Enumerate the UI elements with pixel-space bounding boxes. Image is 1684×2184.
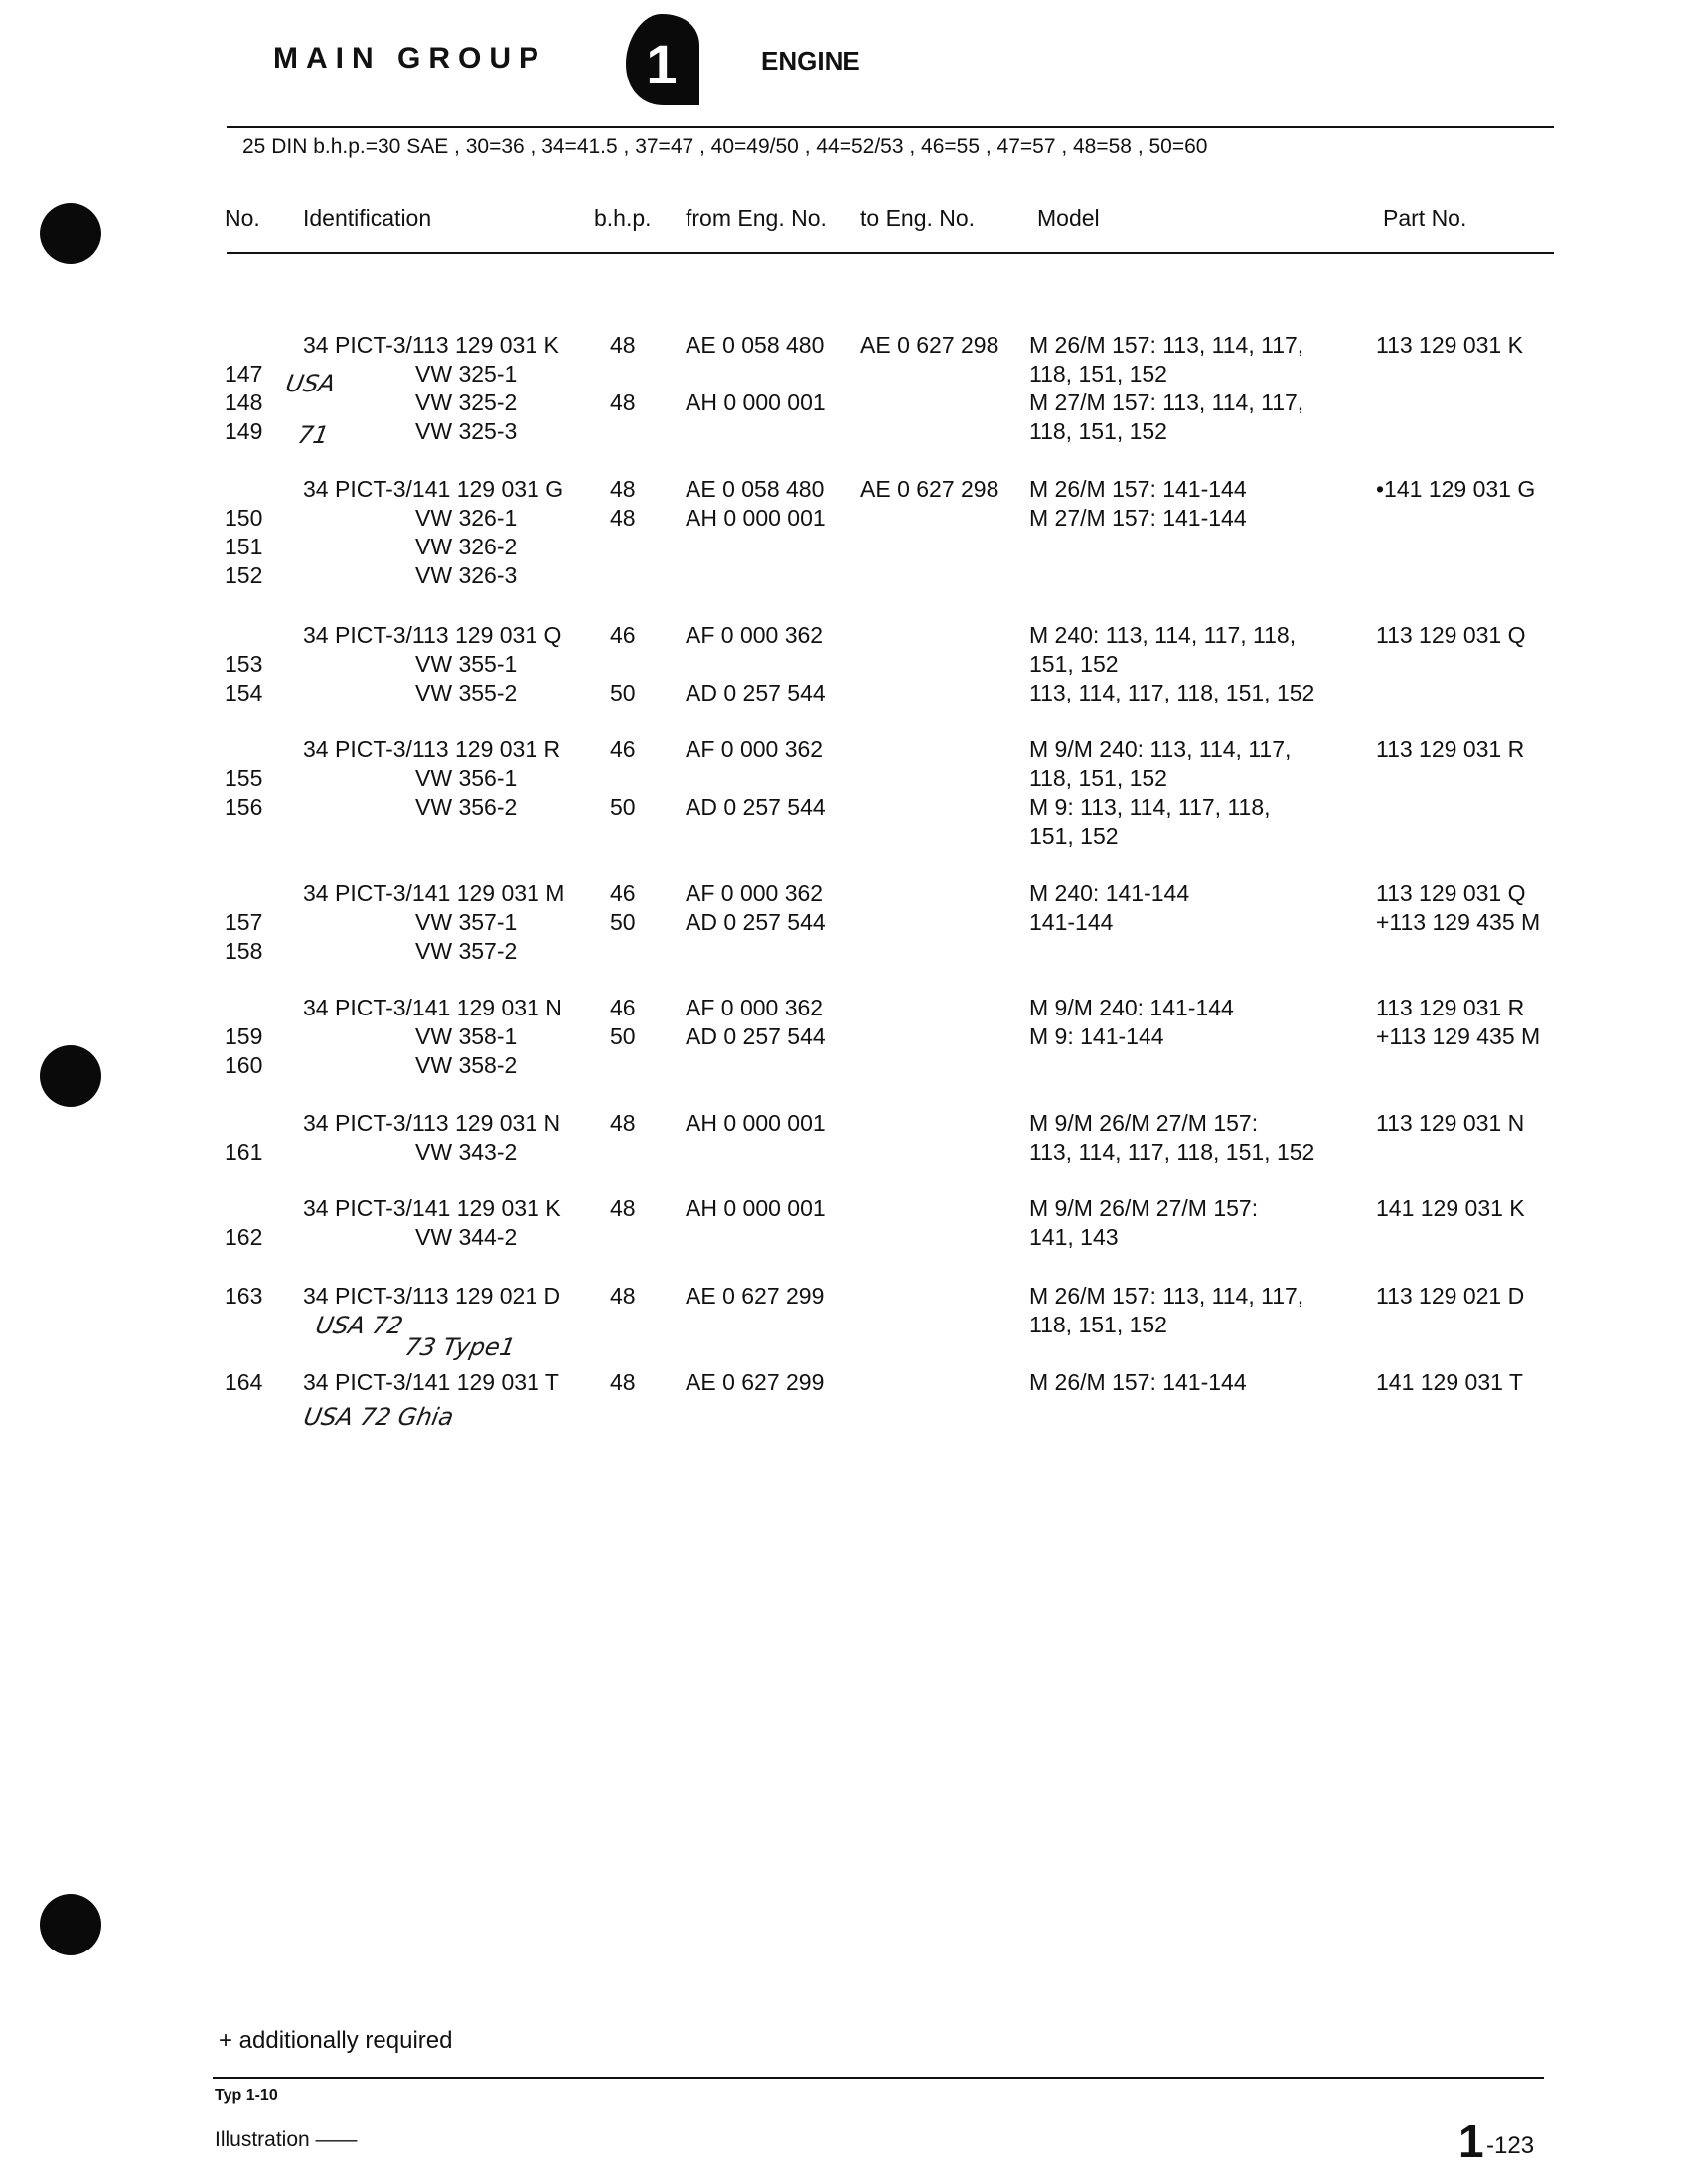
punch-hole	[40, 1894, 101, 1955]
handwritten-note: 71	[295, 421, 332, 449]
bhp-conversion-note: 25 DIN b.h.p.=30 SAE , 30=36 , 34=41.5 , 37=47 , 40=49/50 , 44=52/53 , 46=55 , 47=57 , 48=58 , 50=60	[242, 135, 1208, 158]
model-applicability: M 240: 141-144	[1029, 880, 1190, 906]
model-applicability: M 9/M 26/M 27/M 157:	[1029, 1195, 1259, 1221]
bhp-value: 48	[610, 1369, 636, 1395]
part-number: 141 129 031 K	[1376, 1195, 1525, 1221]
col-header-no: No.	[225, 205, 260, 231]
bhp-value: 46	[610, 880, 636, 906]
model-applicability: 113, 114, 117, 118, 151, 152	[1029, 1139, 1315, 1165]
type-range: Typ 1-10	[215, 2087, 278, 2104]
row-number: 150	[225, 505, 263, 531]
col-header-part-no: Part No.	[1383, 205, 1467, 231]
from-engine-number: AE 0 058 480	[686, 476, 825, 502]
row-number: 156	[225, 794, 263, 820]
model-applicability: 118, 151, 152	[1029, 1312, 1167, 1337]
model-applicability: 151, 152	[1029, 823, 1119, 849]
from-engine-number: AH 0 000 001	[686, 1195, 826, 1221]
header-rule	[227, 126, 1554, 128]
row-number: 162	[225, 1224, 263, 1250]
carburetor-identification: 34 PICT-3/141 129 031 N	[303, 995, 562, 1020]
vw-code: VW 357-1	[415, 909, 518, 935]
model-applicability: M 240: 113, 114, 117, 118,	[1029, 622, 1297, 648]
from-engine-number: AH 0 000 001	[686, 1110, 826, 1136]
carburetor-identification: 34 PICT-3/141 129 031 M	[303, 880, 565, 906]
from-engine-number: AD 0 257 544	[686, 680, 826, 705]
col-header-model: Model	[1037, 205, 1100, 231]
to-engine-number: AE 0 627 298	[860, 332, 999, 358]
from-engine-number: AE 0 627 299	[686, 1283, 825, 1309]
carburetor-identification: 34 PICT-3/113 129 031 R	[303, 736, 561, 762]
part-number: 113 129 031 R	[1376, 995, 1525, 1020]
part-number: 113 129 031 R	[1376, 736, 1525, 762]
vw-code: VW 325-3	[415, 418, 518, 444]
bhp-value: 50	[610, 680, 636, 705]
vw-code: VW 326-3	[415, 562, 518, 588]
row-number: 164	[225, 1369, 263, 1395]
from-engine-number: AE 0 058 480	[686, 332, 825, 358]
page-number: -123	[1486, 2132, 1535, 2159]
vw-code: VW 356-1	[415, 765, 518, 791]
carburetor-identification: 34 PICT-3/113 129 031 Q	[303, 622, 562, 648]
vw-code: VW 325-2	[415, 390, 518, 415]
bhp-value: 46	[610, 995, 636, 1020]
row-number: 161	[225, 1139, 263, 1165]
model-applicability: M 27/M 157: 113, 114, 117,	[1029, 390, 1304, 415]
row-number: 154	[225, 680, 263, 705]
vw-code: VW 343-2	[415, 1139, 518, 1165]
footer-rule	[213, 2077, 1544, 2079]
bhp-value: 48	[610, 1195, 636, 1221]
group-badge-shape	[622, 10, 703, 109]
from-engine-number: AE 0 627 299	[686, 1369, 825, 1395]
row-number: 159	[225, 1023, 263, 1049]
row-number: 160	[225, 1052, 263, 1078]
page-group-number: 1	[1458, 2115, 1484, 2167]
to-engine-number: AE 0 627 298	[860, 476, 999, 502]
row-number: 147	[225, 361, 263, 387]
carburetor-identification: 34 PICT-3/113 129 031 K	[303, 332, 559, 358]
model-applicability: M 26/M 157: 113, 114, 117,	[1029, 332, 1304, 358]
from-engine-number: AF 0 000 362	[686, 995, 824, 1020]
illustration-label: Illustration ——	[215, 2128, 358, 2151]
from-engine-number: AH 0 000 001	[686, 505, 826, 531]
bhp-value: 50	[610, 1023, 636, 1049]
footnote-additionally-required: + additionally required	[219, 2027, 453, 2054]
from-engine-number: AF 0 000 362	[686, 622, 824, 648]
model-applicability: 118, 151, 152	[1029, 361, 1167, 387]
bhp-value: 50	[610, 794, 636, 820]
carburetor-identification: 34 PICT-3/141 129 031 T	[303, 1369, 559, 1395]
vw-code: VW 344-2	[415, 1224, 518, 1250]
part-number: +113 129 435 M	[1376, 1023, 1541, 1049]
bhp-value: 48	[610, 505, 636, 531]
from-engine-number: AD 0 257 544	[686, 909, 826, 935]
part-number: 113 129 031 Q	[1376, 622, 1526, 648]
bhp-value: 48	[610, 476, 636, 502]
model-applicability: 141, 143	[1029, 1224, 1119, 1250]
from-engine-number: AD 0 257 544	[686, 794, 826, 820]
handwritten-note: USA 72	[313, 1312, 405, 1339]
handwritten-note: USA 72 Ghia	[301, 1403, 456, 1431]
bhp-value: 48	[610, 1283, 636, 1309]
group-number: 1	[646, 33, 678, 95]
vw-code: VW 325-1	[415, 361, 518, 387]
row-number: 155	[225, 765, 263, 791]
vw-code: VW 355-1	[415, 651, 518, 677]
vw-code: VW 355-2	[415, 680, 518, 705]
model-applicability: M 26/M 157: 113, 114, 117,	[1029, 1283, 1304, 1309]
part-number: 113 129 021 D	[1376, 1283, 1525, 1309]
col-header-bhp: b.h.p.	[594, 205, 652, 231]
vw-code: VW 358-1	[415, 1023, 518, 1049]
model-applicability: M 9/M 240: 113, 114, 117,	[1029, 736, 1292, 762]
carburetor-identification: 34 PICT-3/113 129 021 D	[303, 1283, 561, 1309]
vw-code: VW 356-2	[415, 794, 518, 820]
col-header-identification: Identification	[303, 205, 432, 231]
col-header-to-eng-no: to Eng. No.	[860, 205, 976, 231]
model-applicability: 141-144	[1029, 909, 1114, 935]
row-number: 153	[225, 651, 263, 677]
from-engine-number: AF 0 000 362	[686, 880, 824, 906]
part-number: 113 129 031 N	[1376, 1110, 1525, 1136]
model-applicability: 118, 151, 152	[1029, 765, 1167, 791]
vw-code: VW 357-2	[415, 938, 518, 964]
bhp-value: 48	[610, 390, 636, 415]
model-applicability: M 26/M 157: 141-144	[1029, 1369, 1247, 1395]
model-applicability: M 9: 141-144	[1029, 1023, 1164, 1049]
main-group-title: MAIN GROUP	[273, 42, 546, 75]
part-number: +113 129 435 M	[1376, 909, 1541, 935]
model-applicability: 118, 151, 152	[1029, 418, 1167, 444]
vw-code: VW 326-1	[415, 505, 518, 531]
part-number: 141 129 031 T	[1376, 1369, 1523, 1395]
part-number: 113 129 031 Q	[1376, 880, 1526, 906]
model-applicability: 113, 114, 117, 118, 151, 152	[1029, 680, 1315, 705]
model-applicability: M 9/M 240: 141-144	[1029, 995, 1234, 1020]
punch-hole	[40, 1045, 101, 1107]
bhp-value: 50	[610, 909, 636, 935]
group-number-badge	[622, 10, 703, 109]
model-applicability: M 9: 113, 114, 117, 118,	[1029, 794, 1271, 820]
row-number: 163	[225, 1283, 263, 1309]
model-applicability: M 27/M 157: 141-144	[1029, 505, 1247, 531]
row-number: 157	[225, 909, 263, 935]
carburetor-identification: 34 PICT-3/141 129 031 G	[303, 476, 564, 502]
carburetor-identification: 34 PICT-3/141 129 031 K	[303, 1195, 561, 1221]
vw-code: VW 358-2	[415, 1052, 518, 1078]
carburetor-identification: 34 PICT-3/113 129 031 N	[303, 1110, 561, 1136]
punch-hole	[40, 203, 101, 264]
part-number: 113 129 031 K	[1376, 332, 1523, 358]
model-applicability: 151, 152	[1029, 651, 1119, 677]
row-number: 149	[225, 418, 263, 444]
group-name: ENGINE	[761, 46, 860, 76]
column-header-rule	[227, 252, 1554, 254]
handwritten-note: 73 Type1	[402, 1333, 518, 1361]
part-number: •141 129 031 G	[1376, 476, 1536, 502]
from-engine-number: AH 0 000 001	[686, 390, 826, 415]
bhp-value: 48	[610, 1110, 636, 1136]
bhp-value: 48	[610, 332, 636, 358]
row-number: 148	[225, 390, 263, 415]
col-header-from-eng-no: from Eng. No.	[686, 205, 827, 231]
model-applicability: M 9/M 26/M 27/M 157:	[1029, 1110, 1259, 1136]
bhp-value: 46	[610, 622, 636, 648]
handwritten-note: USA	[283, 370, 338, 397]
from-engine-number: AD 0 257 544	[686, 1023, 826, 1049]
row-number: 152	[225, 562, 263, 588]
row-number: 158	[225, 938, 263, 964]
row-number: 151	[225, 534, 263, 559]
from-engine-number: AF 0 000 362	[686, 736, 824, 762]
model-applicability: M 26/M 157: 141-144	[1029, 476, 1247, 502]
bhp-value: 46	[610, 736, 636, 762]
vw-code: VW 326-2	[415, 534, 518, 559]
